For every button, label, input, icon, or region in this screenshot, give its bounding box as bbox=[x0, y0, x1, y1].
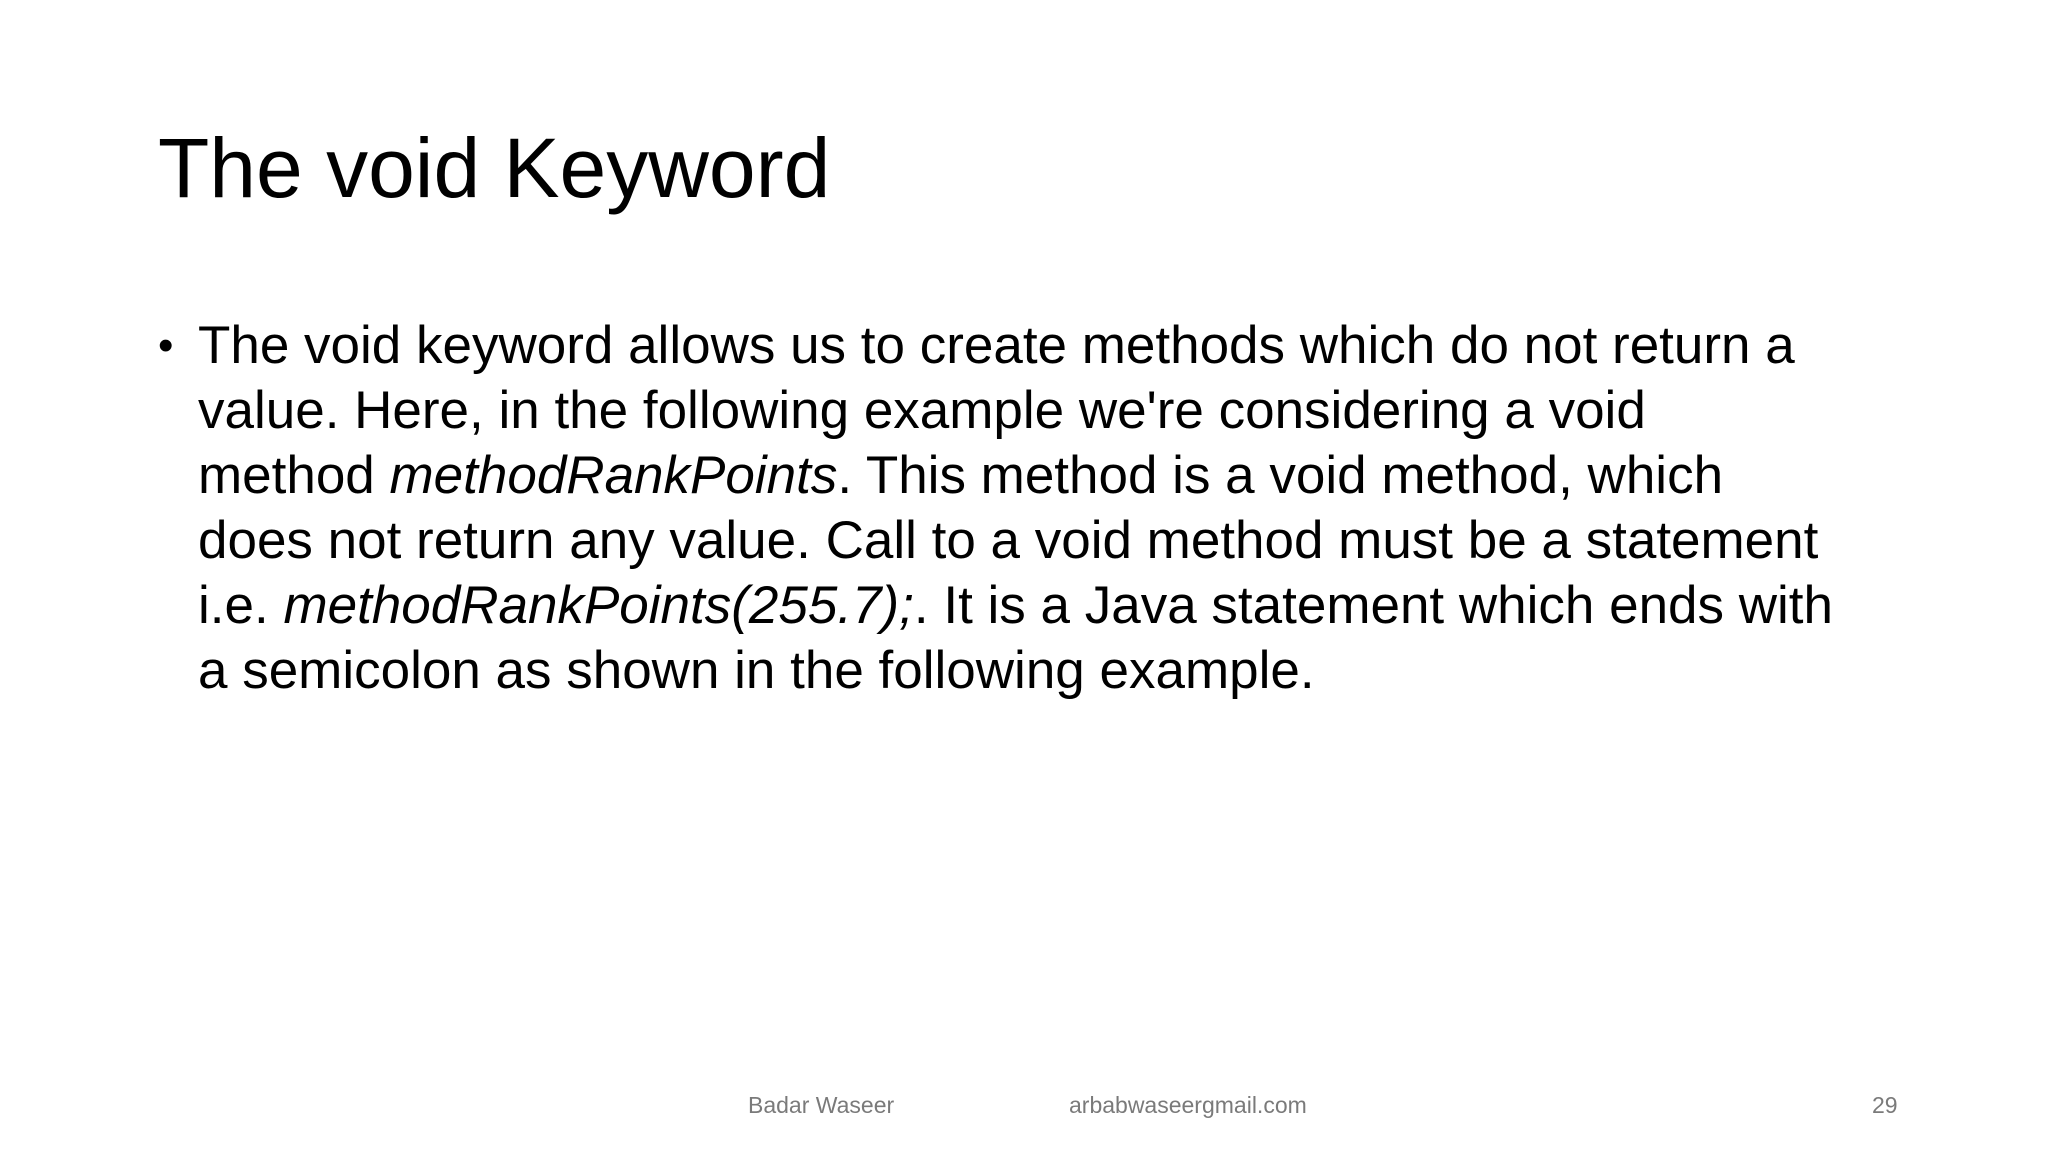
bullet-icon: • bbox=[158, 321, 174, 370]
body-line-3-pre: method bbox=[198, 446, 390, 505]
body-line-2: value. Here, in the following example we're considering a void bbox=[198, 381, 1646, 440]
body-line-5-pre: i.e. bbox=[198, 576, 284, 635]
body-line-5 bbox=[198, 573, 1918, 638]
slide-title: The void Keyword bbox=[158, 121, 831, 215]
footer-author: Badar Waseer bbox=[748, 1092, 895, 1118]
body-line-5-post: . It is a Java statement which ends with bbox=[913, 576, 1833, 635]
body-line-3-post: . This method is a void method, which bbox=[837, 446, 1724, 505]
bullet-item bbox=[158, 313, 1918, 703]
method-call-italic: methodRankPoints(255.7); bbox=[283, 576, 914, 635]
footer-email: arbabwaseergmail.com bbox=[1069, 1092, 1307, 1118]
body-line-6: a semicolon as shown in the following example. bbox=[198, 641, 1315, 700]
body-line-3 bbox=[198, 443, 1918, 508]
slide-content bbox=[158, 313, 1918, 703]
body-line-4: does not return any value. Call to a void method must be a statement bbox=[198, 511, 1819, 570]
bullet-text bbox=[198, 313, 1918, 703]
method-name-italic: methodRankPoints bbox=[389, 446, 838, 505]
body-line-1: The void keyword allows us to create methods which do not return a bbox=[198, 316, 1795, 375]
footer-page-number: 29 bbox=[1872, 1092, 1898, 1118]
